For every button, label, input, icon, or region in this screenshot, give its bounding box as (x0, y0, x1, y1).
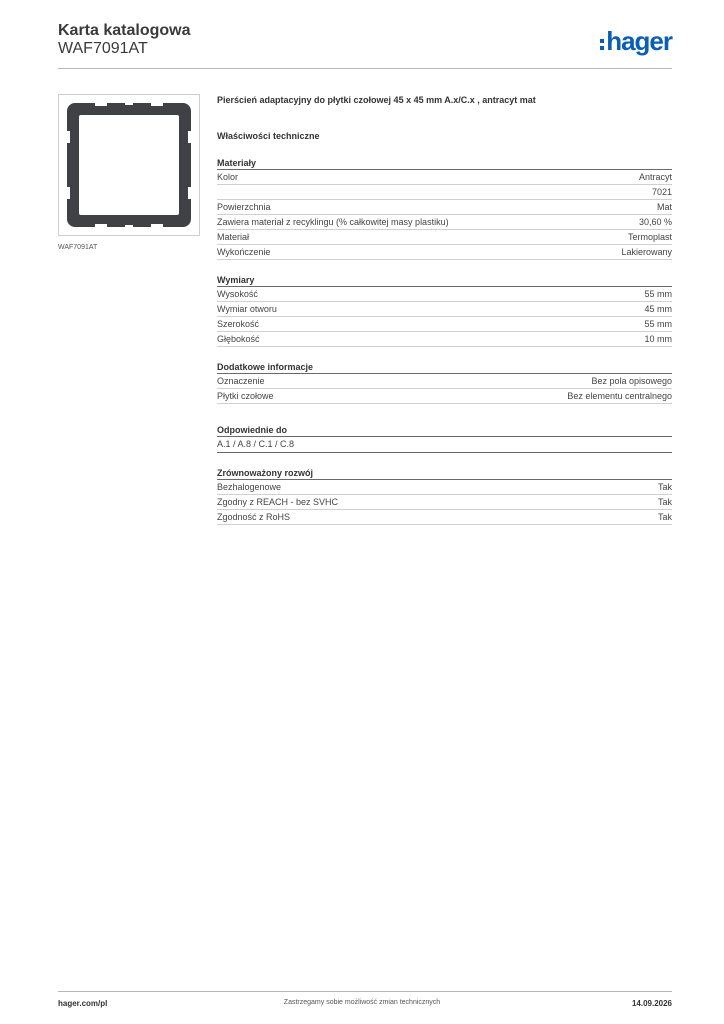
row-label: Szerokość (217, 319, 260, 329)
document-title: Karta katalogowa (58, 22, 191, 39)
product-image (58, 94, 200, 236)
adapter-ring-image (59, 95, 199, 235)
group-title: Zrównoważony rozwój (217, 467, 672, 480)
footer-website-link[interactable]: hager.com/pl (58, 999, 108, 1008)
table-row (217, 287, 672, 302)
product-description: Pierścień adaptacyjny do płytki czołowej 45 x 45 mm A.x/C.x , antracyt mat (217, 95, 536, 105)
row-value: Mat (656, 202, 672, 212)
image-caption: WAF7091AT (58, 244, 98, 251)
table-row (217, 374, 672, 389)
row-label: Wykończenie (217, 247, 271, 257)
table-row (217, 302, 672, 317)
row-value: Bez pola opisowego (591, 376, 672, 386)
group-sustainability (217, 467, 672, 525)
table-row (217, 332, 672, 347)
table-row (217, 510, 672, 525)
row-value: 30,60 % (638, 217, 672, 227)
row-value: Tak (657, 482, 672, 492)
row-value: Tak (657, 497, 672, 507)
table-row (217, 480, 672, 495)
logo-text: hager (606, 26, 672, 56)
row-label: Materiał (217, 232, 250, 242)
footer-disclaimer: Zastrzegamy sobie możliwość zmian technicznych (283, 999, 441, 1006)
row-label: Oznaczenie (217, 376, 265, 386)
row-value: Bez elementu centralnego (567, 391, 672, 401)
row-label: Głębokość (217, 334, 260, 344)
group-materials (217, 157, 672, 260)
table-row (217, 495, 672, 510)
row-value: 7021 (651, 187, 672, 197)
row-label: Wysokość (217, 289, 258, 299)
group-title: Materiały (217, 157, 672, 170)
section-title: Właściwości techniczne (217, 131, 320, 141)
table-row (217, 185, 672, 200)
row-value: 45 mm (644, 304, 672, 314)
row-value: 55 mm (644, 319, 672, 329)
group-title: Dodatkowe informacje (217, 361, 672, 374)
table-row (217, 317, 672, 332)
table-row (217, 230, 672, 245)
row-label: Zawiera materiał z recyklingu (% całkowitej masy plastiku) (217, 217, 449, 227)
row-value: Lakierowany (621, 247, 672, 257)
row-value: Termoplast (627, 232, 672, 242)
row-label: Powierzchnia (217, 202, 271, 212)
row-label: Zgodność z RoHS (217, 512, 291, 522)
footer-divider (58, 991, 672, 992)
group-suitable-for (217, 424, 672, 453)
product-code: WAF7091AT (58, 40, 148, 57)
hager-logo (600, 28, 672, 54)
suitable-value: A.1 / A.8 / C.1 / C.8 (217, 437, 672, 453)
group-title: Wymiary (217, 274, 672, 287)
table-row (217, 215, 672, 230)
group-additional-info (217, 361, 672, 404)
footer-date: 14.09.2026 (631, 999, 672, 1008)
row-label: Płytki czołowe (217, 391, 274, 401)
row-value: Antracyt (638, 172, 672, 182)
technical-content (217, 95, 672, 539)
row-label: Wymiar otworu (217, 304, 277, 314)
logo-dots-icon (600, 39, 604, 50)
row-value: Tak (657, 512, 672, 522)
table-row (217, 245, 672, 260)
table-row (217, 200, 672, 215)
row-label: Zgodny z REACH - bez SVHC (217, 497, 339, 507)
header-divider (58, 68, 672, 69)
group-dimensions (217, 274, 672, 347)
row-value: 55 mm (644, 289, 672, 299)
row-label: Bezhalogenowe (217, 482, 282, 492)
table-row (217, 170, 672, 185)
row-value: 10 mm (644, 334, 672, 344)
document-header (58, 22, 190, 58)
group-title: Odpowiednie do (217, 424, 672, 437)
row-label: Kolor (217, 172, 239, 182)
table-row (217, 389, 672, 404)
